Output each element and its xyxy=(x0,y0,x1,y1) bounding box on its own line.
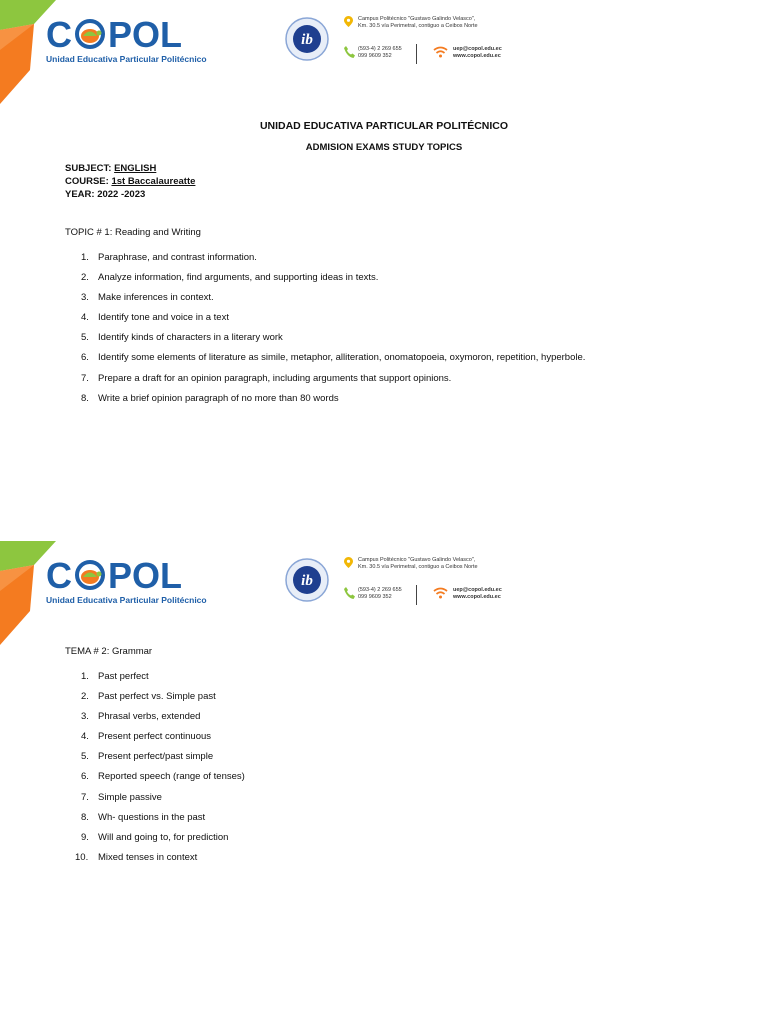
web-block xyxy=(453,587,502,601)
course-value: 1st Baccalaureatte xyxy=(111,176,196,187)
list-item: 4. Identify tone and voice in a text xyxy=(81,312,229,324)
list-item: 9. Will and going to, for prediction xyxy=(81,831,229,843)
svg-text:ib: ib xyxy=(301,573,313,589)
document-page-1 xyxy=(0,0,768,510)
list-item: 5. Identify kinds of characters in a literary work xyxy=(81,332,283,344)
topic-2-list xyxy=(65,671,245,872)
phone-line-2: 099 9609 352 xyxy=(358,594,392,600)
school-title: UNIDAD EDUCATIVA PARTICULAR POLITÉCNICO xyxy=(259,120,509,132)
logo-subtitle: Unidad Educativa Particular Politécnico xyxy=(46,54,207,64)
page-gap xyxy=(0,510,768,541)
email-text: uep@copol.edu.ec xyxy=(453,46,502,52)
list-item: 3. Phrasal verbs, extended xyxy=(81,711,201,723)
topic-1-heading: TOPIC # 1: Reading and Writing xyxy=(65,227,201,238)
ib-world-school-icon xyxy=(283,16,333,62)
website-text: www.copol.edu.ec xyxy=(453,594,501,600)
phone-line-2: 099 9609 352 xyxy=(358,53,392,59)
address-line-1: Campus Politécnico "Gustavo Galindo Velasco", xyxy=(358,16,476,22)
phone-icon xyxy=(344,46,355,58)
list-item: 1. Past perfect xyxy=(81,671,149,682)
year-line: YEAR: 2022 -2023 xyxy=(65,189,146,200)
phone-block xyxy=(358,587,402,601)
copol-logo xyxy=(46,14,207,70)
address-line-2: Km. 30.5 vía Perimetral, contiguo a Ceibos Norte xyxy=(358,564,478,570)
copol-logo xyxy=(46,555,207,611)
address-block xyxy=(358,16,478,30)
ib-world-school-icon xyxy=(283,557,333,603)
list-item: 2. Analyze information, find arguments, and supporting ideas in texts. xyxy=(81,272,379,284)
phone-block xyxy=(358,46,402,60)
turtle-globe-icon xyxy=(73,18,107,48)
subject-value: ENGLISH xyxy=(114,163,157,174)
address-line-2: Km. 30.5 vía Perimetral, contiguo a Ceibos Norte xyxy=(358,23,478,29)
document-page-2 xyxy=(0,541,768,1024)
list-item: 7. Simple passive xyxy=(81,791,162,803)
course-line: COURSE: 1st Baccalaureatte xyxy=(65,176,196,187)
subject-line: SUBJECT: ENGLISH xyxy=(65,163,157,174)
list-item: 8. Write a brief opinion paragraph of no more than 80 words xyxy=(81,392,339,404)
topic-1-list xyxy=(65,252,585,413)
logo-wordmark: C POL xyxy=(46,14,183,55)
wifi-icon xyxy=(433,46,448,58)
logo-wordmark: C POL xyxy=(46,555,183,596)
list-item: 7. Prepare a draft for an opinion paragraph, including arguments that support opinions. xyxy=(81,372,452,384)
list-item: 2. Past perfect vs. Simple past xyxy=(81,691,216,703)
contact-divider xyxy=(416,44,417,64)
topic-2-heading: TEMA # 2: Grammar xyxy=(65,646,153,657)
list-item: 10. Mixed tenses in context xyxy=(75,851,198,863)
email-text: uep@copol.edu.ec xyxy=(453,587,502,593)
list-item: 5. Present perfect/past simple xyxy=(81,751,214,763)
list-item: 3. Make inferences in context. xyxy=(81,292,214,304)
phone-icon xyxy=(344,587,355,599)
website-text: www.copol.edu.ec xyxy=(453,53,501,59)
list-item: 6. Identify some elements of literature as simile, metaphor, alliteration, onomatopoeia, oxymoron, repetition, hyperbole. xyxy=(81,352,586,364)
phone-line-1: (593-4) 2 269 655 xyxy=(358,587,402,593)
turtle-globe-icon xyxy=(73,559,107,589)
wifi-icon xyxy=(433,587,448,599)
address-line-1: Campus Politécnico "Gustavo Galindo Velasco", xyxy=(358,557,476,563)
contact-divider xyxy=(416,585,417,605)
list-item: 4. Present perfect continuous xyxy=(81,731,212,743)
phone-line-1: (593-4) 2 269 655 xyxy=(358,46,402,52)
web-block xyxy=(453,46,502,60)
svg-text:ib: ib xyxy=(301,32,313,48)
list-item: 1. Paraphrase, and contrast information. xyxy=(81,252,257,263)
location-pin-icon xyxy=(344,557,353,568)
logo-subtitle: Unidad Educativa Particular Politécnico xyxy=(46,595,207,605)
list-item: 6. Reported speech (range of tenses) xyxy=(81,771,245,783)
document-title: ADMISION EXAMS STUDY TOPICS xyxy=(305,142,463,153)
address-block xyxy=(358,557,478,571)
list-item: 8. Wh- questions in the past xyxy=(81,811,206,823)
location-pin-icon xyxy=(344,16,353,27)
